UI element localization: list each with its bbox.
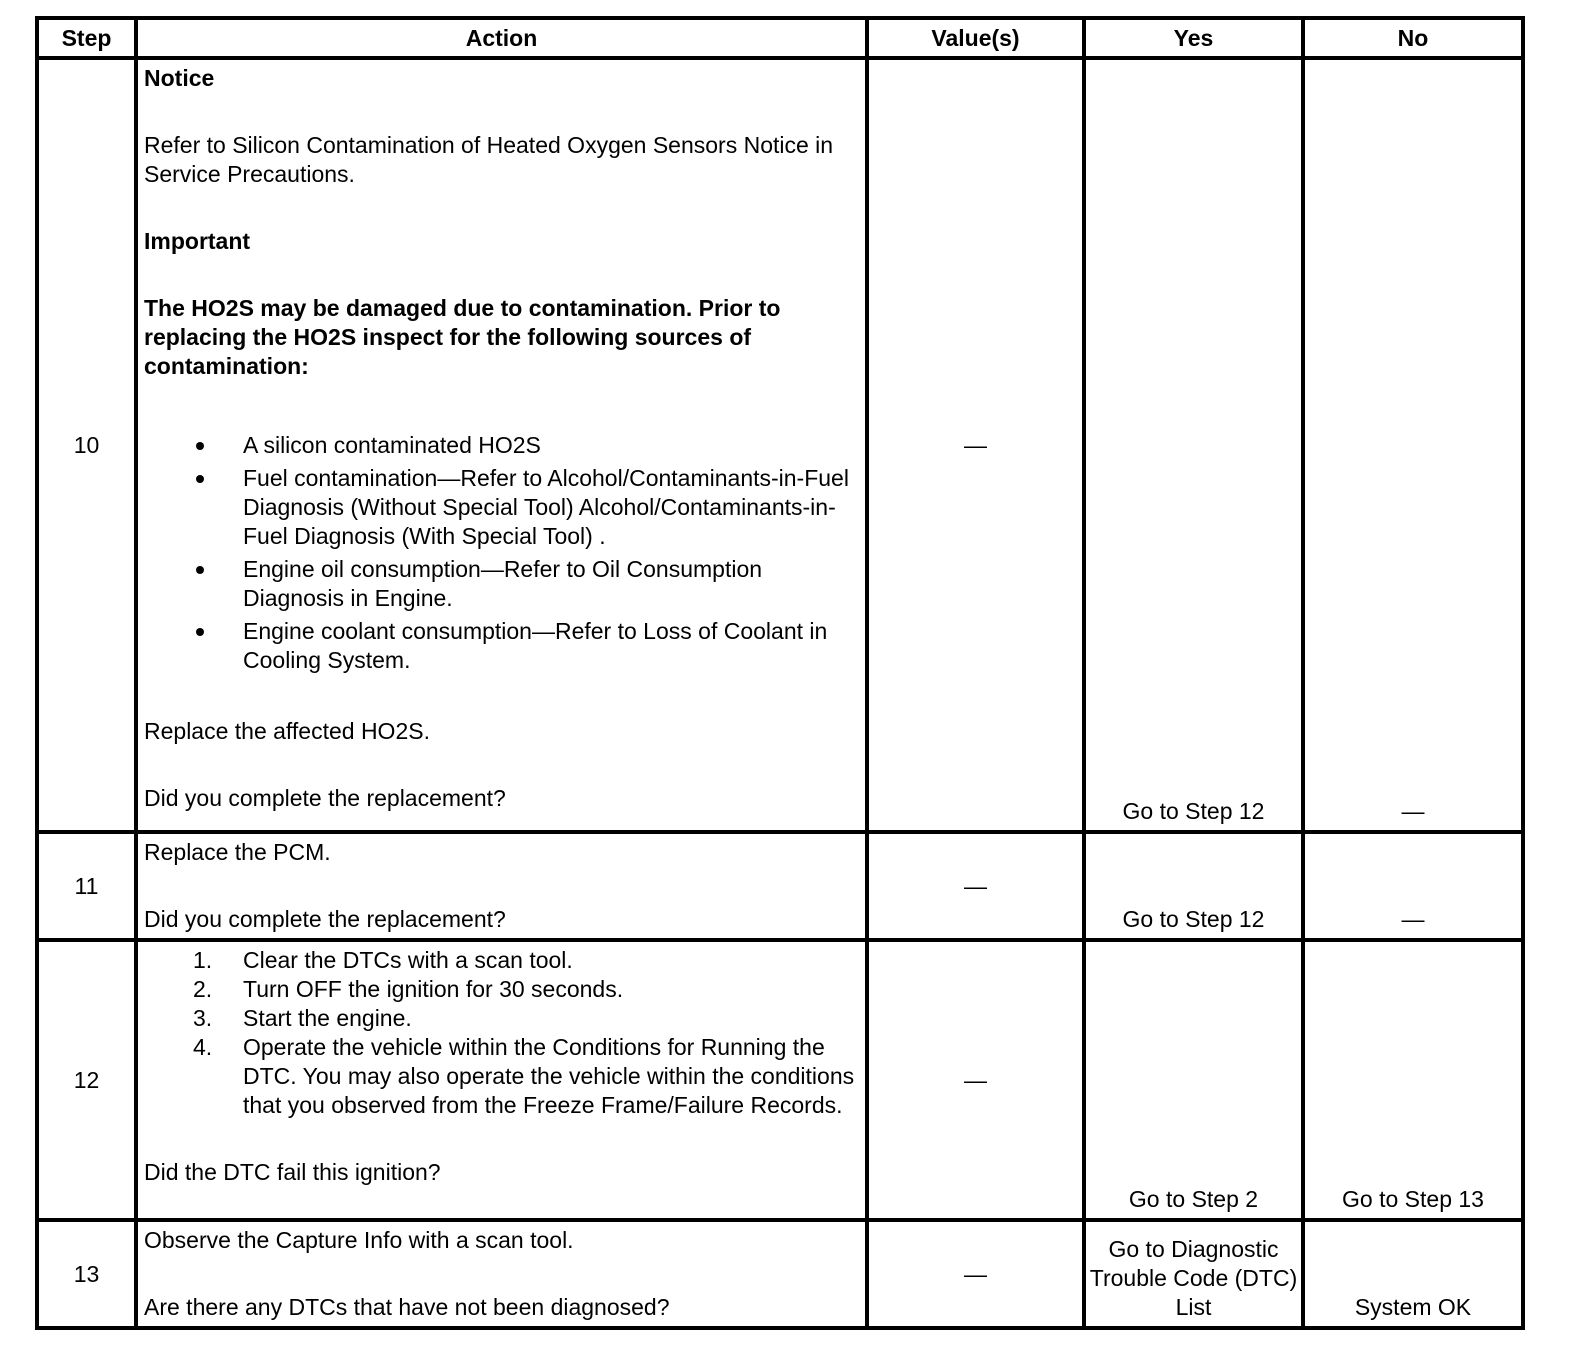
value-cell: —	[867, 1220, 1084, 1328]
table-row-step-12	[37, 940, 1523, 1220]
instruction-text: Replace the PCM.	[144, 839, 331, 865]
no-cell: Go to Step 13	[1303, 940, 1523, 1220]
list-item: 2. Turn OFF the ignition for 30 seconds.	[193, 976, 624, 1002]
diagnostic-table	[35, 16, 1525, 1330]
header-no: No	[1303, 18, 1523, 58]
no-cell: System OK	[1303, 1220, 1523, 1328]
value-cell: —	[867, 832, 1084, 940]
yes-cell: Go to Step 12	[1084, 832, 1303, 940]
step-number: 10	[37, 58, 136, 832]
list-item: Fuel contamination—Refer to Alcohol/Contaminants-in-Fuel Diagnosis (Without Special Tool) Alcohol/Contaminants-in-Fuel Diagnosis (With Special Tool) .	[144, 464, 857, 551]
bullet-icon	[196, 442, 204, 450]
list-item: 4. Operate the vehicle within the Conditions for Running the DTC. You may also operate the vehicle within the conditions that you observed from the Freeze Frame/Failure Records.	[193, 1034, 855, 1118]
step-number: 11	[37, 832, 136, 940]
header-step: Step	[37, 18, 136, 58]
yes-cell: Go to Step 2	[1084, 940, 1303, 1220]
value-cell: —	[867, 940, 1084, 1220]
list-item: Engine coolant consumption—Refer to Loss of Coolant in Cooling System.	[144, 617, 857, 675]
header-action: Action	[136, 18, 867, 58]
notice-text: Refer to Silicon Contamination of Heated Oxygen Sensors Notice in Service Precautions.	[144, 132, 834, 187]
action-cell	[136, 832, 867, 940]
bullet-icon	[196, 475, 204, 483]
instruction-text: Observe the Capture Info with a scan tool.	[144, 1227, 574, 1253]
header-values: Value(s)	[867, 18, 1084, 58]
value-cell: —	[867, 58, 1084, 832]
question-text: Did the DTC fail this ignition?	[144, 1159, 441, 1185]
bullet-icon	[196, 628, 204, 636]
list-item: 1. Clear the DTCs with a scan tool.	[193, 947, 573, 973]
header-yes: Yes	[1084, 18, 1303, 58]
important-heading: Important	[144, 228, 251, 254]
question-text: Did you complete the replacement?	[144, 906, 506, 932]
step-number: 13	[37, 1220, 136, 1328]
no-cell: —	[1303, 832, 1523, 940]
yes-cell: Go to Step 12	[1084, 58, 1303, 832]
contamination-list	[144, 431, 857, 675]
table-row-step-10	[37, 58, 1523, 832]
action-cell	[136, 58, 867, 832]
action-cell	[136, 1220, 867, 1328]
action-cell	[136, 940, 867, 1220]
list-item: A silicon contaminated HO2S	[144, 431, 857, 460]
yes-cell: Go to Diagnostic Trouble Code (DTC) List	[1084, 1220, 1303, 1328]
bullet-icon	[196, 566, 204, 574]
table-row-step-13	[37, 1220, 1523, 1328]
question-text: Did you complete the replacement?	[144, 785, 506, 811]
instruction-text: Replace the affected HO2S.	[144, 718, 430, 744]
step-number: 12	[37, 940, 136, 1220]
notice-heading: Notice	[144, 65, 215, 91]
header-row	[37, 18, 1523, 58]
question-text: Are there any DTCs that have not been diagnosed?	[144, 1294, 670, 1320]
no-cell: —	[1303, 58, 1523, 832]
table-row-step-11	[37, 832, 1523, 940]
important-text: The HO2S may be damaged due to contamination. Prior to replacing the HO2S inspect for the following sources of contamination:	[144, 295, 781, 379]
list-item: Engine oil consumption—Refer to Oil Consumption Diagnosis in Engine.	[144, 555, 857, 613]
procedure-list	[144, 946, 857, 1120]
list-item: 3. Start the engine.	[193, 1005, 412, 1031]
